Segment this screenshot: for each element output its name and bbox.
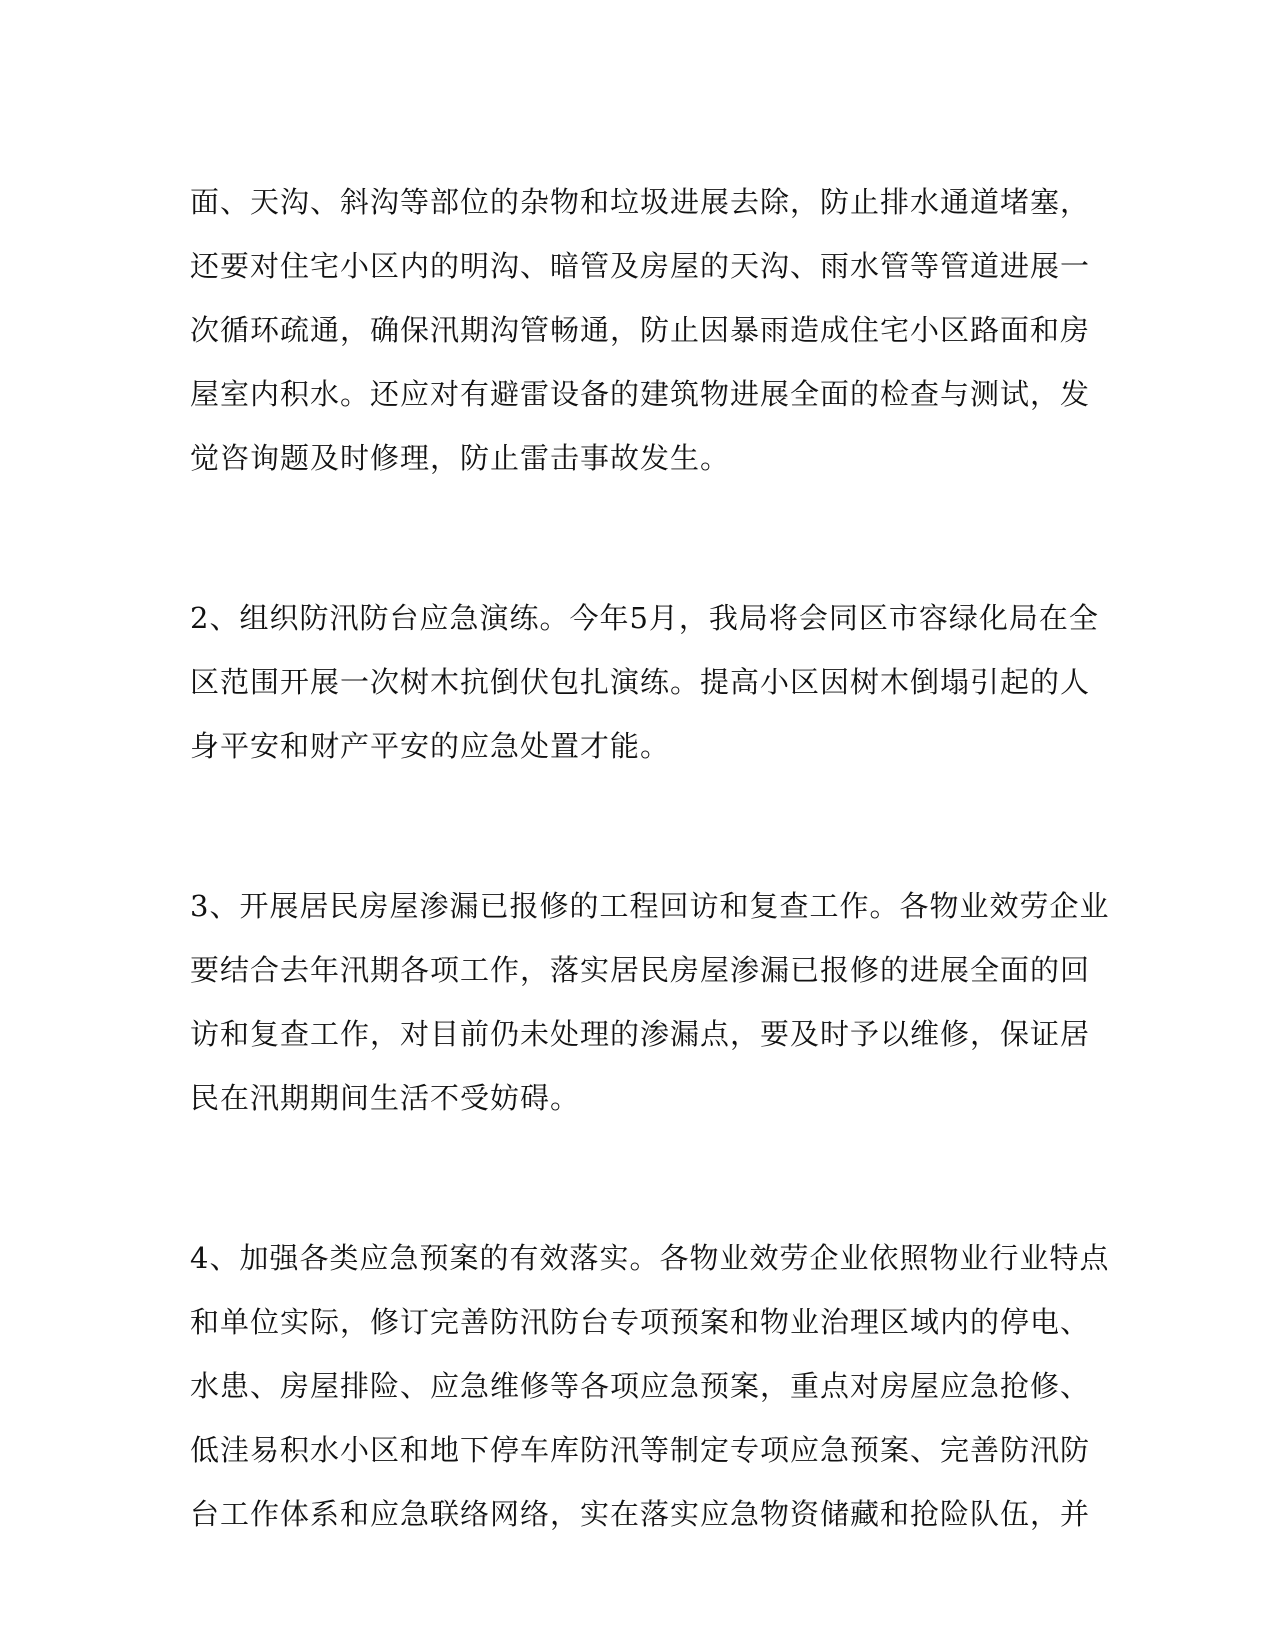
text-line: 面、天沟、斜沟等部位的杂物和垃圾进展去除，防止排水通道堵塞，	[190, 185, 1091, 219]
text-line: 区范围开展一次树木抗倒伏包扎演练。提高小区因树木倒塌引起的人	[190, 665, 1091, 699]
paragraph-1	[190, 170, 1090, 490]
text-line: 民在汛期期间生活不受妨碍。	[190, 1081, 581, 1115]
text-line: 3、开展居民房屋渗漏已报修的工程回访和复查工作。各物业效劳企业	[190, 889, 1110, 923]
text-line: 台工作体系和应急联络网络，实在落实应急物资储藏和抢险队伍，并	[190, 1497, 1091, 1531]
paragraph-2	[190, 586, 1099, 778]
text-line: 低洼易积水小区和地下停车库防汛等制定专项应急预案、完善防汛防	[190, 1433, 1091, 1467]
document-body	[190, 170, 1110, 1546]
text-line: 屋室内积水。还应对有避雷设备的建筑物进展全面的检查与测试，发	[190, 377, 1091, 411]
text-line: 身平安和财产平安的应急处置才能。	[190, 729, 671, 763]
text-line: 觉咨询题及时修理，防止雷击事故发生。	[190, 441, 731, 475]
text-line: 4、加强各类应急预案的有效落实。各物业效劳企业依照物业行业特点	[190, 1241, 1110, 1275]
text-line: 次循环疏通，确保汛期沟管畅通，防止因暴雨造成住宅小区路面和房	[190, 313, 1091, 347]
text-line: 和单位实际，修订完善防汛防台专项预案和物业治理区域内的停电、	[190, 1305, 1091, 1339]
paragraph-3	[190, 874, 1110, 1130]
paragraph-spacer	[190, 490, 1090, 586]
text-line: 水患、房屋排险、应急维修等各项应急预案，重点对房屋应急抢修、	[190, 1369, 1091, 1403]
text-line: 要结合去年汛期各项工作，落实居民房屋渗漏已报修的进展全面的回	[190, 953, 1091, 987]
paragraph-spacer	[190, 778, 1090, 874]
text-line: 访和复查工作，对目前仍未处理的渗漏点，要及时予以维修，保证居	[190, 1017, 1091, 1051]
paragraph-4	[190, 1226, 1110, 1546]
paragraph-spacer	[190, 1130, 1090, 1226]
text-line: 2、组织防汛防台应急演练。今年5月，我局将会同区市容绿化局在全	[190, 601, 1099, 635]
text-line: 还要对住宅小区内的明沟、暗管及房屋的天沟、雨水管等管道进展一	[190, 249, 1091, 283]
